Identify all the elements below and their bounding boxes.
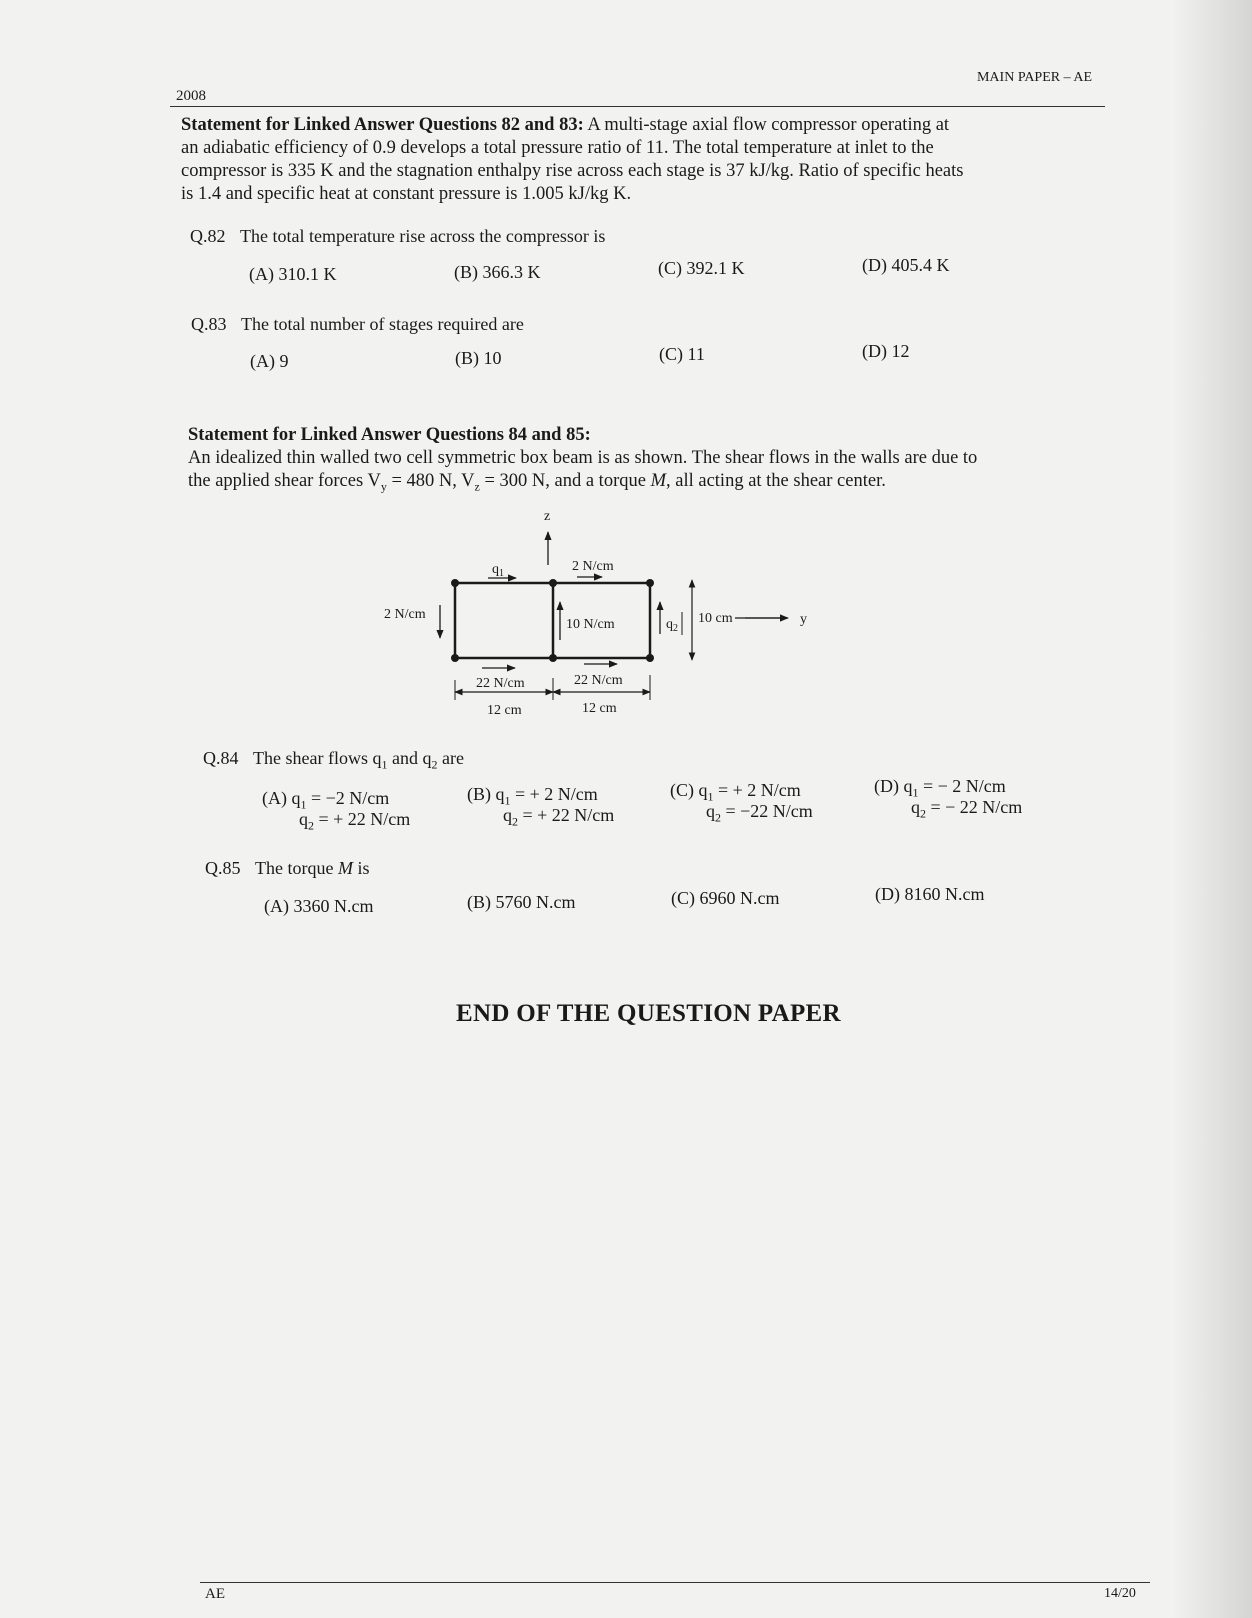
q85-number: Q.85 [205, 858, 241, 878]
q84-text: The shear flows $q_1$ and $q_2$ are [253, 748, 464, 772]
statement-82-83-line1: Statement for Linked Answer Questions 82 and 83: A multi-stage axial flow compressor operating at [181, 115, 950, 135]
header-year: 2008 [176, 88, 206, 104]
q85-prompt [205, 858, 369, 879]
bottom-right-flow-label: 22 N/cm [574, 673, 623, 688]
top-flow-label: 2 N/cm [572, 559, 614, 574]
boom [451, 654, 459, 662]
q83-option-c: (C) 11 [659, 344, 705, 364]
q82-option-d: (D) 405.4 K [862, 255, 950, 275]
q85-option-c: (C) 6960 N.cm [671, 888, 780, 908]
height-dimension-label: 10 cm [698, 611, 733, 626]
q82-prompt [190, 226, 605, 247]
bottom-left-flow-label: 22 N/cm [476, 676, 525, 691]
statement-82-83-line4: is 1.4 and specific heat at constant pressure is 1.005 kJ/kg K. [181, 184, 632, 204]
statement-84-85 [188, 424, 1108, 493]
mid-flow-label: 10 N/cm [566, 617, 615, 632]
footer-paper-code: AE [205, 1586, 225, 1602]
q82-option-c: (C) 392.1 K [658, 258, 745, 278]
header-paper-title: MAIN PAPER – AE [976, 70, 1092, 85]
q83-option-b: (B) 10 [455, 348, 502, 368]
footer-page-number: 14/20 [1104, 1586, 1136, 1601]
box-beam-diagram [370, 500, 807, 730]
q82-option-b: (B) 366.3 K [454, 262, 541, 282]
q84-prompt [203, 748, 464, 772]
z-axis-label: z [544, 509, 551, 524]
q82-number: Q.82 [190, 226, 226, 246]
q85-option-a: (A) 3360 N.cm [264, 896, 374, 916]
q85-option-b: (B) 5760 N.cm [467, 892, 576, 912]
header-rule [170, 106, 1105, 107]
statement-82-83-heading: Statement for Linked Answer Questions 82 and 83: [181, 115, 584, 135]
statement-84-85-heading: Statement for Linked Answer Questions 84 and 85: [188, 425, 591, 445]
q84-number: Q.84 [203, 748, 239, 768]
boom [549, 579, 557, 587]
q84-option-b: (B) $q_1$ = + 2 N/cm $q_2$ = + 22 N/cm [467, 784, 615, 829]
statement-82-83-line2: an adiabatic efficiency of 0.9 develops a total pressure ratio of 11. The total temperature at inlet to the [181, 138, 934, 158]
statement-84-85-line1: An idealized thin walled two cell symmetric box beam is as shown. The shear flows in the walls are due to [188, 448, 978, 468]
q82-option-a: (A) 310.1 K [249, 264, 337, 284]
q1-label: $q_1$ [492, 562, 504, 579]
q85-text: The torque M is [255, 858, 370, 878]
boom [646, 579, 654, 587]
q85-option-d: (D) 8160 N.cm [875, 884, 985, 904]
boom [646, 654, 654, 662]
statement-84-85-line2: the applied shear forces $V_y = 480$ N, $V_z = 300$ N, and a torque M, all acting at the shear center. [188, 471, 886, 494]
q83-option-d: (D) 12 [862, 341, 910, 361]
q84-option-a: (A) $q_1 = -2$ N/cm $q_2$ = + 22 N/cm [262, 788, 411, 833]
q84-option-c: (C) $q_1$ = + 2 N/cm $q_2 = -22$ N/cm [670, 780, 813, 825]
q2-label: $q_2$ [666, 617, 678, 634]
boom [451, 579, 459, 587]
statement-82-83 [181, 114, 1101, 206]
page-edge-shadow [1172, 0, 1252, 1618]
footer-rule [200, 1582, 1150, 1583]
q83-text: The total number of stages required are [241, 314, 524, 334]
width-left-dimension-label: 12 cm [487, 703, 522, 718]
width-right-dimension-label: 12 cm [582, 701, 617, 716]
q83-number: Q.83 [191, 314, 227, 334]
statement-82-83-line3: compressor is 335 K and the stagnation enthalpy rise across each stage is 37 kJ/kg. Ratio of specific heats [181, 161, 964, 181]
end-of-paper-heading: END OF THE QUESTION PAPER [456, 1000, 841, 1027]
boom [549, 654, 557, 662]
left-flow-label: 2 N/cm [384, 607, 426, 622]
q83-option-a: (A) 9 [250, 351, 289, 371]
q82-text: The total temperature rise across the compressor is [240, 226, 606, 246]
y-axis-label: y [800, 612, 807, 627]
q84-option-d: (D) $q_1$ = − 2 N/cm $q_2$ = − 22 N/cm [874, 776, 1023, 821]
q83-prompt [191, 314, 524, 335]
